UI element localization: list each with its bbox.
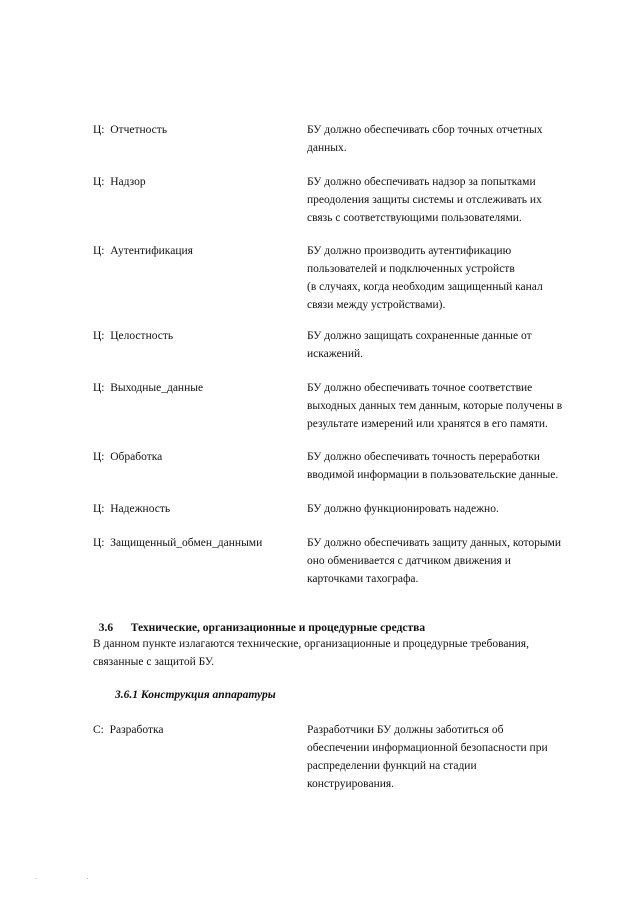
objective-label: Ц: Надзор: [93, 176, 146, 188]
objective-text: БУ должно обеспечивать надзор за попытками преодоления защиты системы и отслеживать их связь с соответствующими пользователями.: [307, 176, 542, 224]
section-title: Технические, организационные и процедурные средства: [130, 622, 426, 634]
objective-label: Ц: Отчетность: [93, 124, 168, 136]
objective-text: БУ должно обеспечивать сбор точных отчетных данных.: [307, 124, 543, 154]
objective-text: БУ должно обеспечивать защиту данных, которыми оно обменивается с датчиком движения и карточками тахографа.: [307, 537, 561, 585]
objective-text: БУ должно производить аутентификацию пользователей и подключенных устройств (в случаях, когда необходим защищенный канал связи между устройствами).: [307, 245, 543, 311]
objective-label: Ц: Защищенный_обмен_данными: [93, 537, 263, 549]
constraint-label: С: Разработка: [93, 724, 164, 736]
constraint-text: Разработчики БУ должны заботиться об обеспечении информационной безопасности при распределении функций на стадии конструирования.: [307, 724, 548, 790]
objective-text: БУ должно обеспечивать точное соответствие выходных данных тем данным, которые получены в результате измерений или хранятся в его памяти.: [307, 382, 563, 430]
objective-text: БУ должно функционировать надежно.: [307, 503, 499, 515]
objective-label: Ц: Целостность: [93, 330, 174, 342]
subsection-title: 3.6.1 Конструкция аппаратуры: [115, 689, 276, 701]
scan-specks: . .: [35, 873, 113, 881]
objective-label: Ц: Обработка: [93, 451, 163, 463]
objective-label: Ц: Надежность: [93, 503, 171, 515]
section-number: 3.6: [98, 622, 114, 634]
objective-label: Ц: Аутентификация: [93, 245, 193, 257]
objective-label: Ц: Выходные_данные: [93, 382, 204, 394]
objective-text: БУ должно защищать сохраненные данные от искажений.: [307, 330, 532, 360]
objective-text: БУ должно обеспечивать точность переработки вводимой информации в пользовательские данные.: [307, 451, 559, 481]
section-heading: [93, 601, 425, 637]
section-intro: В данном пункте излагаются технические, организационные и процедурные требования, связанные с защитой БУ.: [93, 638, 529, 668]
